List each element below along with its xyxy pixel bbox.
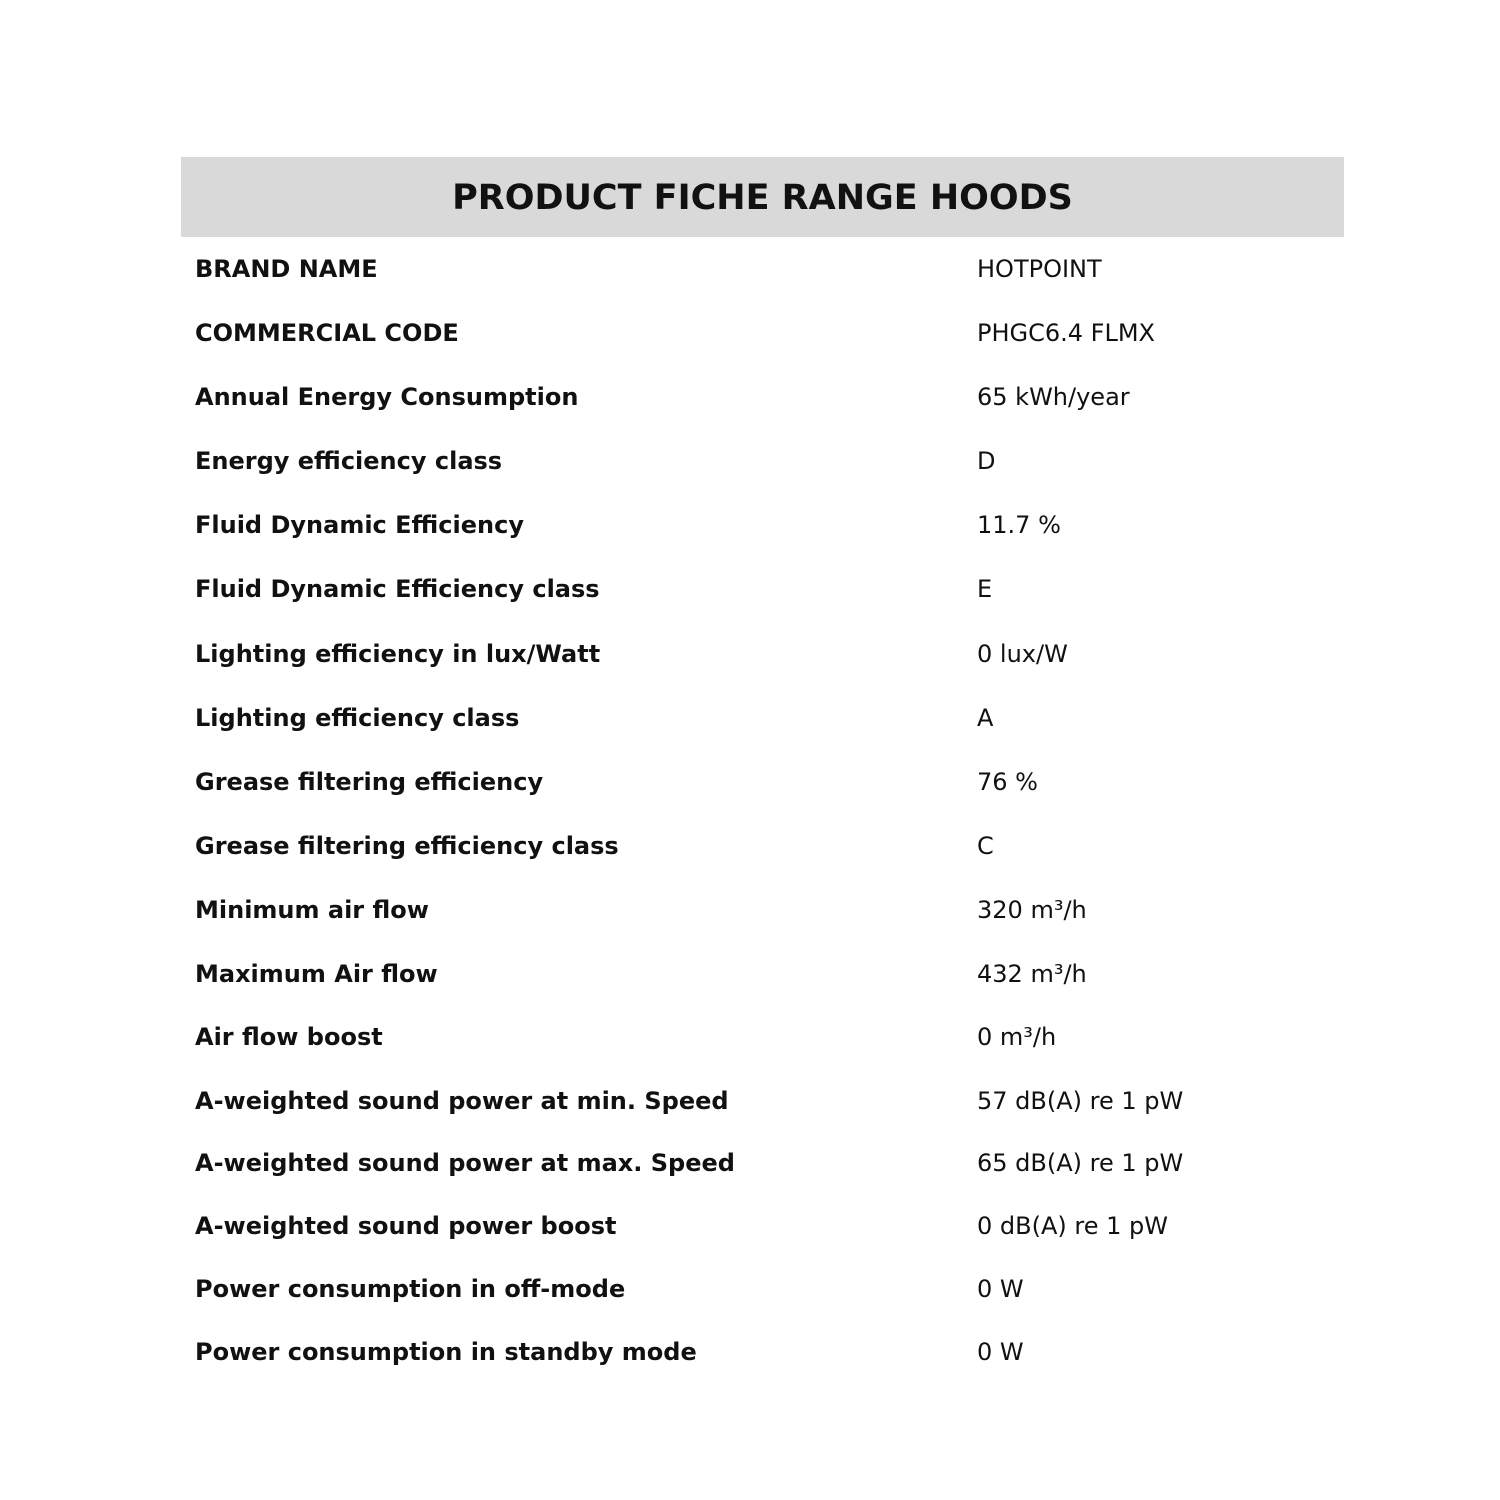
title-bar	[181, 157, 1344, 237]
spec-row	[181, 569, 1344, 609]
spec-row	[181, 954, 1344, 994]
spec-label: Annual Energy Consumption	[195, 383, 579, 411]
spec-value: 76 %	[977, 768, 1038, 796]
spec-label: Grease filtering efficiency class	[195, 832, 619, 860]
spec-row	[181, 762, 1344, 802]
spec-label: Air flow boost	[195, 1023, 383, 1051]
spec-row	[181, 313, 1344, 353]
spec-value: 65 kWh/year	[977, 383, 1130, 411]
spec-label: A-weighted sound power at min. Speed	[195, 1087, 729, 1115]
spec-row	[181, 377, 1344, 417]
spec-label: Maximum Air flow	[195, 960, 438, 988]
spec-value: 65 dB(A) re 1 pW	[977, 1149, 1184, 1177]
spec-label: A-weighted sound power boost	[195, 1212, 617, 1240]
spec-value: E	[977, 575, 993, 603]
spec-row	[181, 441, 1344, 481]
spec-row	[181, 698, 1344, 738]
spec-label: Power consumption in off-mode	[195, 1275, 626, 1303]
spec-label: Energy efficiency class	[195, 447, 503, 475]
spec-row	[181, 1206, 1344, 1246]
spec-value: C	[977, 832, 994, 860]
spec-row	[181, 249, 1344, 289]
product-fiche-sheet	[181, 157, 1344, 1366]
spec-row	[181, 826, 1344, 866]
spec-label: Minimum air flow	[195, 896, 429, 924]
spec-row	[181, 1269, 1344, 1309]
spec-value: 0 lux/W	[977, 640, 1068, 668]
spec-row	[181, 505, 1344, 545]
spec-label: Grease filtering efficiency	[195, 768, 544, 796]
spec-value: 57 dB(A) re 1 pW	[977, 1087, 1184, 1115]
spec-label: COMMERCIAL CODE	[195, 319, 459, 347]
spec-label: A-weighted sound power at max. Speed	[195, 1149, 735, 1177]
spec-row	[181, 1017, 1344, 1057]
spec-label: Lighting efficiency in lux/Watt	[195, 640, 601, 668]
spec-label: BRAND NAME	[195, 255, 378, 283]
spec-value: A	[977, 704, 994, 732]
spec-value: 0 W	[977, 1338, 1024, 1366]
spec-label: Fluid Dynamic Efficiency	[195, 511, 524, 539]
spec-label: Lighting efficiency class	[195, 704, 520, 732]
spec-label: Fluid Dynamic Efficiency class	[195, 575, 600, 603]
spec-value: PHGC6.4 FLMX	[977, 319, 1155, 347]
spec-value: D	[977, 447, 996, 475]
spec-value: HOTPOINT	[977, 255, 1102, 283]
spec-value: 0 m³/h	[977, 1023, 1057, 1051]
spec-row	[181, 890, 1344, 930]
spec-row	[181, 634, 1344, 674]
spec-label: Power consumption in standby mode	[195, 1338, 697, 1366]
spec-row	[181, 1143, 1344, 1183]
spec-value: 320 m³/h	[977, 896, 1087, 924]
spec-row	[181, 1081, 1344, 1121]
spec-value: 0 W	[977, 1275, 1024, 1303]
spec-value: 0 dB(A) re 1 pW	[977, 1212, 1168, 1240]
spec-row	[181, 1332, 1344, 1372]
page-title: PRODUCT FICHE RANGE HOODS	[452, 178, 1073, 218]
spec-value: 11.7 %	[977, 511, 1061, 539]
spec-value: 432 m³/h	[977, 960, 1087, 988]
